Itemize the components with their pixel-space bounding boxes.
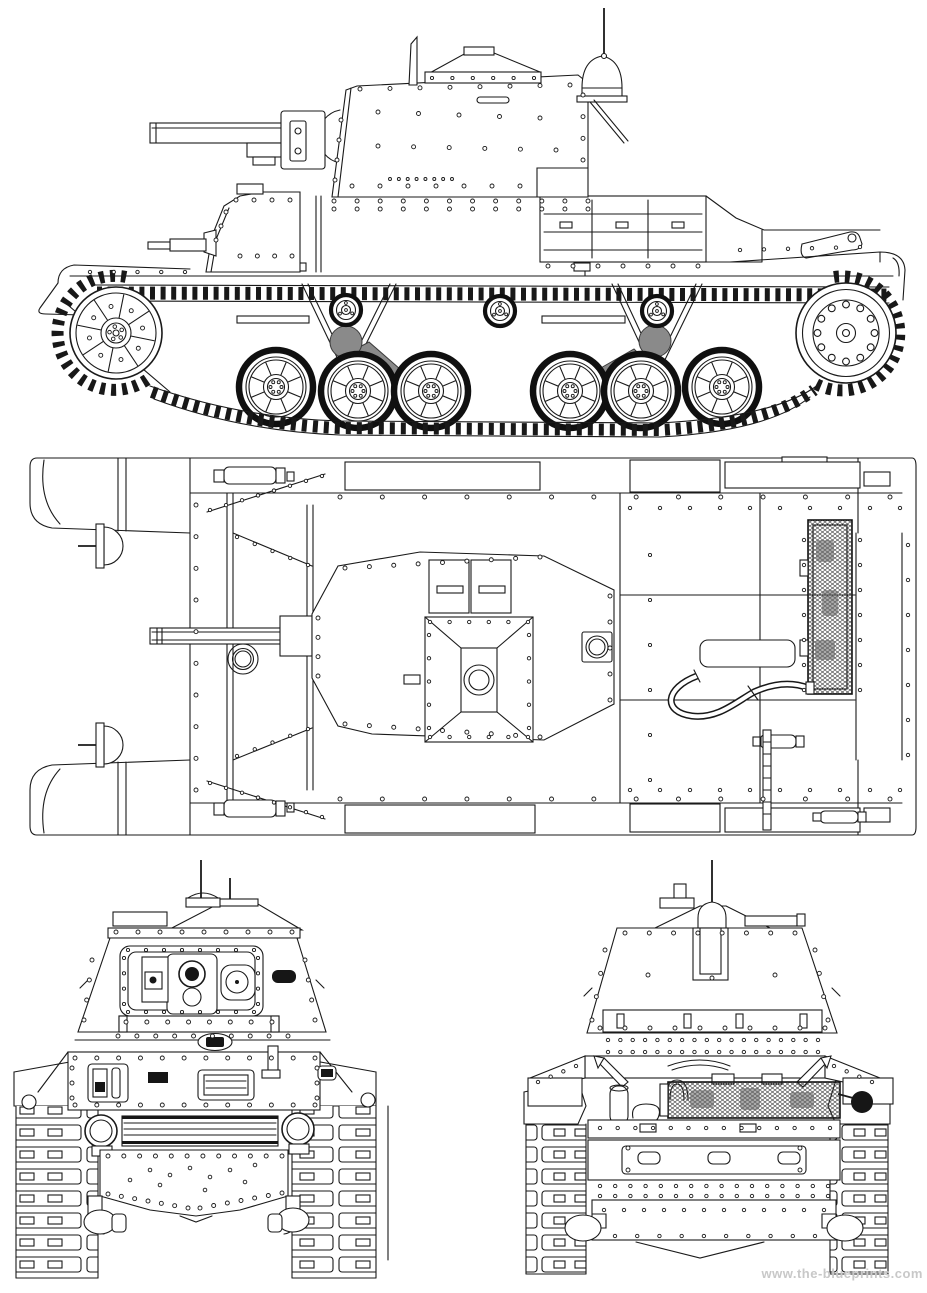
exhaust-muffler [851, 1091, 873, 1113]
plan-turret [150, 552, 614, 742]
rear-view [524, 860, 893, 1274]
side-view [39, 8, 905, 437]
road-wheel [604, 354, 678, 428]
rear-turret [584, 860, 840, 1033]
exhaust-pipe [671, 676, 808, 716]
side-tracks [58, 276, 900, 391]
cupola-dome [582, 56, 622, 96]
gun-barrel-plan [150, 628, 282, 644]
front-turret [78, 860, 326, 1032]
smoke-canister [214, 800, 294, 817]
return-roller [485, 296, 515, 326]
watermark: www.the-blueprints.com [761, 1266, 923, 1281]
vision-slit [272, 970, 296, 983]
return-roller [642, 296, 672, 326]
road-wheel [533, 354, 607, 428]
side-turret [150, 8, 628, 197]
gun-mantlet [120, 946, 263, 1016]
side-gun [150, 111, 325, 169]
smoke-canister [214, 467, 294, 484]
side-bow-turret [148, 184, 321, 272]
plan-view [30, 457, 916, 835]
periscope-blade [409, 37, 417, 85]
road-wheel [394, 354, 468, 428]
return-roller [331, 295, 361, 325]
side-stowage-bin [540, 196, 706, 262]
plan-engine-deck [620, 493, 856, 830]
cupola-dome [698, 902, 726, 928]
front-view [14, 860, 388, 1278]
idler-wheel [70, 287, 162, 379]
track-face [526, 1124, 586, 1274]
drive-sprocket [796, 283, 896, 383]
gun-bore [185, 967, 199, 981]
road-wheel [321, 354, 395, 428]
